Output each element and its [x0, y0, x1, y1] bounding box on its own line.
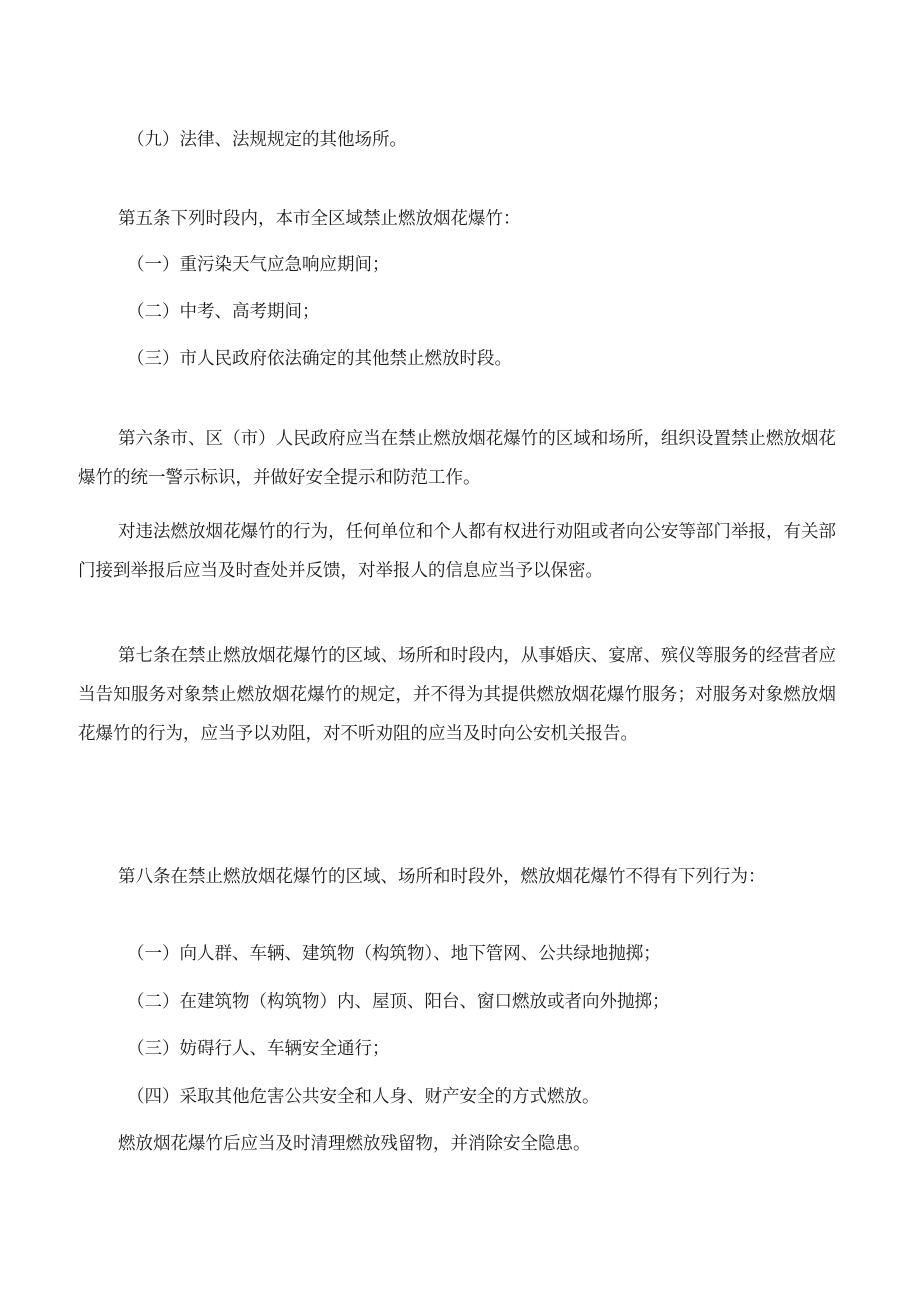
- paragraph-article-6-report: 对违法燃放烟花爆竹的行为，任何单位和个人都有权进行劝阻或者向公安等部门举报，有关部门接到举报后应当及时查处并反馈，对举报人的信息应当予以保密。: [78, 522, 836, 581]
- paragraph-article-8-item-3: （三）妨碍行人、车辆安全通行；: [127, 1039, 390, 1059]
- paragraph-cleanup: 燃放烟花爆竹后应当及时清理燃放残留物，并消除安全隐患。: [118, 1134, 591, 1154]
- paragraph-article-5-item-2: （二）中考、高考期间；: [127, 302, 320, 322]
- paragraph-article-8-item-1: （一）向人群、车辆、建筑物（构筑物）、地下管网、公共绿地抛掷；: [127, 944, 661, 964]
- paragraph-article-8-item-4: （四）采取其他危害公共安全和人身、财产安全的方式燃放。: [127, 1087, 600, 1107]
- paragraph-article-6: 第六条市、区（市）人民政府应当在禁止燃放烟花爆竹的区域和场所，组织设置禁止燃放烟花爆竹的统一警示标识，并做好安全提示和防范工作。: [78, 429, 836, 488]
- paragraph-item-nine-places: （九）法律、法规规定的其他场所。: [127, 130, 407, 150]
- paragraph-article-8: 第八条在禁止燃放烟花爆竹的区域、场所和时段外，燃放烟花爆竹不得有下列行为：: [118, 867, 766, 887]
- paragraph-article-7: 第七条在禁止燃放烟花爆竹的区域、场所和时段内，从事婚庆、宴席、殡仪等服务的经营者应当告知服务对象禁止燃放烟花爆竹的规定，并不得为其提供燃放烟花爆竹服务；对服务对象燃放烟花爆竹的行为，应当予以劝阻，对不听劝阻的应当及时向公安机关报告。: [78, 646, 836, 744]
- paragraph-article-5: 第五条下列时段内，本市全区域禁止燃放烟花爆竹：: [118, 209, 521, 229]
- paragraph-article-8-item-2: （二）在建筑物（构筑物）内、屋顶、阳台、窗口燃放或者向外抛掷；: [127, 992, 670, 1012]
- paragraph-article-5-item-3: （三）市人民政府依法确定的其他禁止燃放时段。: [127, 349, 512, 369]
- paragraph-article-5-item-1: （一）重污染天气应急响应期间；: [127, 255, 390, 275]
